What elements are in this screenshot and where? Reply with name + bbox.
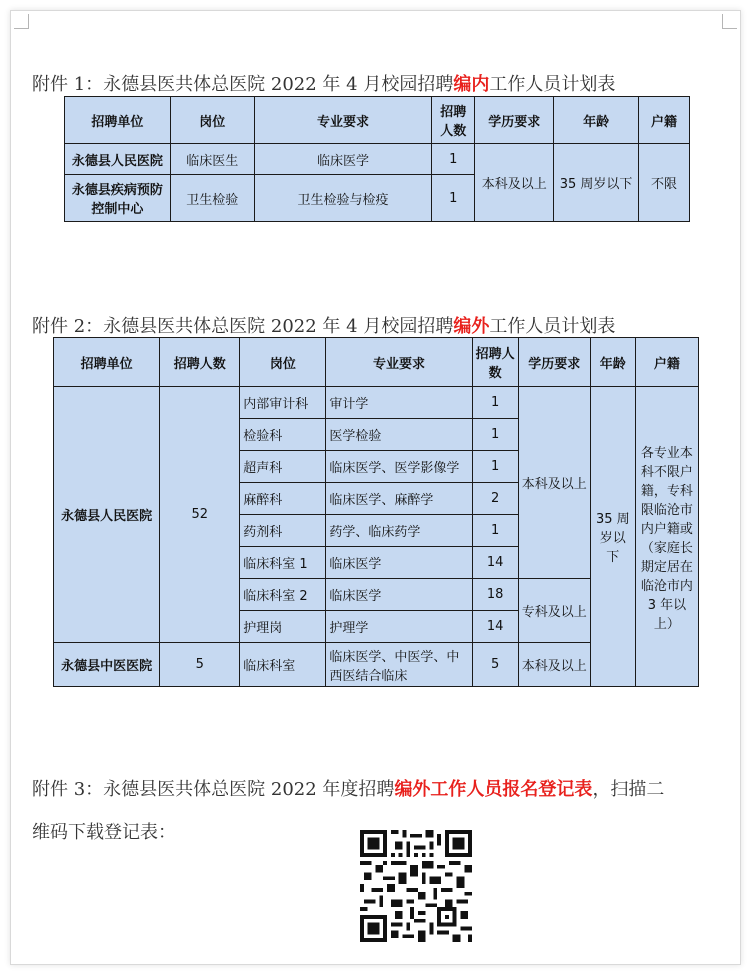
major-cell: 审计学 bbox=[326, 387, 472, 419]
count-cell: 1 bbox=[432, 144, 475, 175]
attachment1-caption-highlight: 编内 bbox=[453, 74, 490, 95]
attachment3-text: 附件 3：永德县医共体总医院 2022 年度招聘 bbox=[32, 779, 395, 800]
header-education: 学历要求 bbox=[475, 97, 554, 144]
header-age: 年龄 bbox=[590, 338, 635, 387]
attachment2-caption-suffix: 工作人员计划表 bbox=[489, 316, 616, 337]
attachment3-line1 bbox=[32, 775, 664, 801]
position-cell: 内部审计科 bbox=[240, 387, 326, 419]
major-cell: 护理学 bbox=[326, 611, 472, 643]
household-cell: 不限 bbox=[639, 144, 690, 222]
table-header-row bbox=[65, 97, 690, 144]
header-position: 岗位 bbox=[170, 97, 254, 144]
count-cell: 1 bbox=[472, 387, 518, 419]
header-household: 户籍 bbox=[635, 338, 698, 387]
major-cell: 卫生检验与检疫 bbox=[254, 175, 432, 222]
header-unit: 招聘单位 bbox=[65, 97, 171, 144]
count-cell: 1 bbox=[472, 515, 518, 547]
header-major: 专业要求 bbox=[326, 338, 472, 387]
major-cell: 医学检验 bbox=[326, 419, 472, 451]
corner-mark-top-right bbox=[722, 14, 737, 29]
attachment3-text-after: ，扫描二 bbox=[592, 779, 665, 800]
major-cell: 临床医学、医学影像学 bbox=[326, 451, 472, 483]
count-cell: 18 bbox=[472, 579, 518, 611]
attachment1-caption-text: 附件 1：永德县医共体总医院 2022 年 4 月校园招聘 bbox=[32, 74, 454, 95]
header-unit: 招聘单位 bbox=[54, 338, 160, 387]
count-cell: 1 bbox=[472, 451, 518, 483]
count-cell: 1 bbox=[432, 175, 475, 222]
header-education: 学历要求 bbox=[518, 338, 590, 387]
education-cell: 本科及以上 bbox=[475, 144, 554, 222]
attachment2-caption-highlight: 编外 bbox=[453, 316, 490, 337]
position-cell: 临床医生 bbox=[170, 144, 254, 175]
header-major: 专业要求 bbox=[254, 97, 432, 144]
header-total: 招聘人数 bbox=[160, 338, 240, 387]
attachment3-line2: 维码下载登记表： bbox=[32, 822, 176, 843]
count-cell: 14 bbox=[472, 547, 518, 579]
header-count: 招聘人数 bbox=[472, 338, 518, 387]
major-cell: 临床医学、麻醉学 bbox=[326, 483, 472, 515]
attachment3-highlight: 编外工作人员报名登记表 bbox=[394, 779, 593, 800]
header-household: 户籍 bbox=[639, 97, 690, 144]
count-cell: 14 bbox=[472, 611, 518, 643]
attachment1-caption-suffix: 工作人员计划表 bbox=[489, 74, 616, 95]
major-cell: 临床医学 bbox=[326, 547, 472, 579]
table-row bbox=[65, 144, 690, 175]
unit-cell: 永德县人民医院 bbox=[65, 144, 171, 175]
education-cell: 专科及以上 bbox=[518, 579, 590, 643]
corner-mark-top-left bbox=[14, 14, 29, 29]
position-cell: 临床科室 bbox=[240, 643, 326, 687]
education-cell: 本科及以上 bbox=[518, 387, 590, 579]
household-cell: 各专业本科不限户籍，专科限临沧市内户籍或（家庭长期定居在临沧市内 3 年以上） bbox=[635, 387, 698, 687]
attachment2-caption-text: 附件 2：永德县医共体总医院 2022 年 4 月校园招聘 bbox=[32, 316, 454, 337]
education-cell: 本科及以上 bbox=[518, 643, 590, 687]
position-cell: 临床科室 2 bbox=[240, 579, 326, 611]
qr-code-icon[interactable] bbox=[360, 830, 472, 942]
header-age: 年龄 bbox=[554, 97, 639, 144]
unit-cell: 永德县中医医院 bbox=[54, 643, 160, 687]
major-cell: 临床医学、中医学、中西医结合临床 bbox=[326, 643, 472, 687]
age-cell: 35 周岁以下 bbox=[590, 387, 635, 687]
major-cell: 药学、临床药学 bbox=[326, 515, 472, 547]
unit-cell: 永德县疾病预防控制中心 bbox=[65, 175, 171, 222]
count-cell: 1 bbox=[472, 419, 518, 451]
attachment2-caption bbox=[32, 312, 615, 338]
position-cell: 卫生检验 bbox=[170, 175, 254, 222]
count-cell: 2 bbox=[472, 483, 518, 515]
attachment2-table bbox=[53, 337, 699, 687]
table-row bbox=[54, 387, 699, 419]
position-cell: 临床科室 1 bbox=[240, 547, 326, 579]
age-cell: 35 周岁以下 bbox=[554, 144, 639, 222]
attachment1-table bbox=[64, 96, 690, 222]
total-cell: 5 bbox=[160, 643, 240, 687]
attachment1-caption bbox=[32, 70, 615, 96]
position-cell: 药剂科 bbox=[240, 515, 326, 547]
total-cell: 52 bbox=[160, 387, 240, 643]
count-cell: 5 bbox=[472, 643, 518, 687]
position-cell: 检验科 bbox=[240, 419, 326, 451]
table-header-row bbox=[54, 338, 699, 387]
header-position: 岗位 bbox=[240, 338, 326, 387]
position-cell: 护理岗 bbox=[240, 611, 326, 643]
position-cell: 麻醉科 bbox=[240, 483, 326, 515]
unit-cell: 永德县人民医院 bbox=[54, 387, 160, 643]
header-count: 招聘人数 bbox=[432, 97, 475, 144]
major-cell: 临床医学 bbox=[254, 144, 432, 175]
position-cell: 超声科 bbox=[240, 451, 326, 483]
major-cell: 临床医学 bbox=[326, 579, 472, 611]
